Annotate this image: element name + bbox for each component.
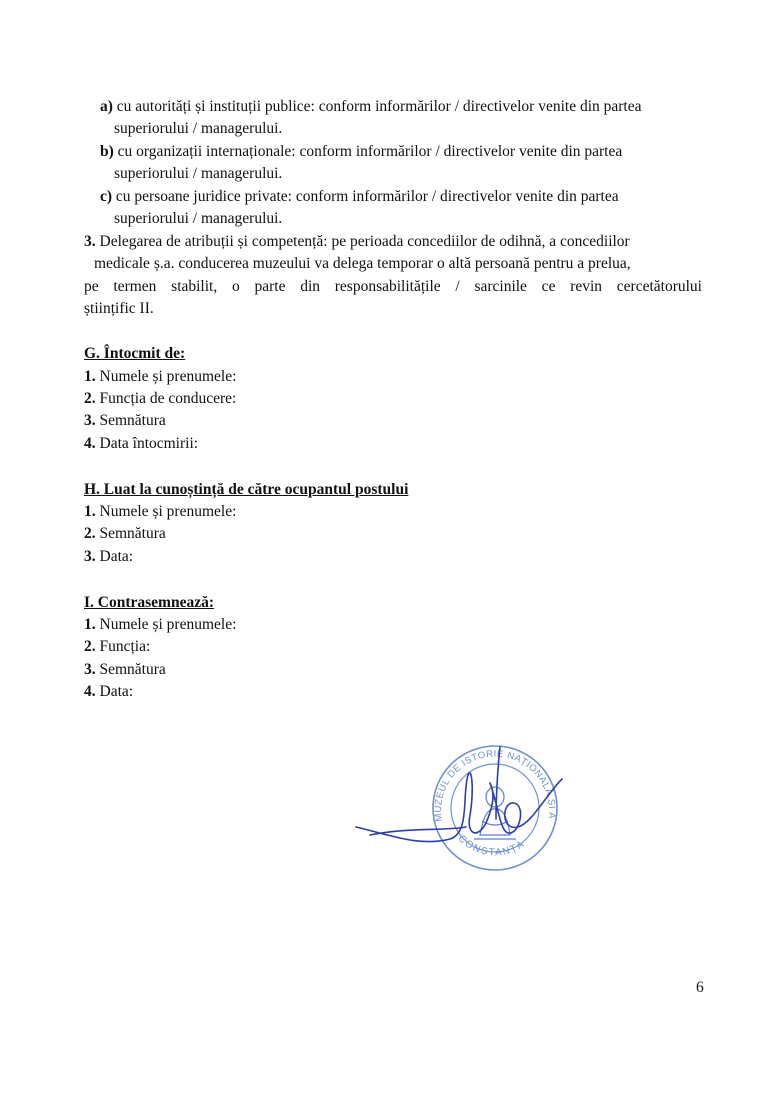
section-g-item-3: 3. Semnătura: [84, 412, 166, 429]
section-i-item-3: 3. Semnătura: [84, 661, 166, 678]
section-h-title: H. Luat la cunoștință de către ocupantul postului: [84, 481, 409, 498]
section-i-item-2: 2. Funcția:: [84, 638, 151, 655]
stamp-text-bottom: CONSTANȚA: [455, 833, 528, 859]
item3-line3: pe termen stabilit, o parte din responsabilitățile / sarcinile ce revin cercetătorului: [84, 278, 702, 295]
item3-marker: 3.: [84, 233, 96, 250]
section-i-title: I. Contrasemnează:: [84, 594, 215, 611]
section-g-item-1: 1. Numele și prenumele:: [84, 368, 237, 385]
section-g-item-4: 4. Data întocmirii:: [84, 435, 199, 452]
item3-line4: științific II.: [84, 300, 154, 317]
svg-text:CONSTANȚA: [456, 833, 528, 858]
page-number: 6: [696, 979, 704, 996]
section-g-item-2: 2. Funcția de conducere:: [84, 390, 237, 407]
section-i-item-1: 1. Numele și prenumele:: [84, 616, 237, 633]
stamp-and-signature: [350, 735, 580, 892]
item-b-line2: superiorului / managerului.: [114, 165, 283, 182]
item3-line1: 3. Delegarea de atribuții și competență: pe perioada concediilor de odihnă, a concediilor: [84, 233, 630, 250]
item-c-marker: c): [100, 188, 113, 205]
museum-stamp: [350, 735, 580, 885]
item3-line2: medicale ș.a. conducerea muzeului va delega temporar o altă persoană pentru a prelua,: [94, 255, 631, 272]
section-i-item-4: 4. Data:: [84, 683, 134, 700]
stamp-text-top: MUZEUL DE ISTORIE NAȚIONALĂ ȘI A: [432, 748, 558, 823]
item-c-line1: c) cu persoane juridice private: conform informărilor / directivelor venite din partea: [100, 188, 619, 205]
section-h-item-1: 1. Numele și prenumele:: [84, 503, 237, 520]
section-h-item-2: 2. Semnătura: [84, 525, 166, 542]
item-a-marker: a): [100, 98, 113, 115]
item-a-line2: superiorului / managerului.: [114, 120, 283, 137]
section-g-title: G. Întocmit de:: [84, 345, 186, 362]
item-b-line1: b) cu organizații internaționale: conform informărilor / directivelor venite din partea: [100, 143, 623, 160]
item-a-line1: a) cu autorități și instituții publice: conform informărilor / directivelor venite din partea: [100, 98, 642, 115]
section-h-item-3: 3. Data:: [84, 548, 134, 565]
item-c-line2: superiorului / managerului.: [114, 210, 283, 227]
item-b-marker: b): [100, 143, 114, 160]
svg-text:MUZEUL DE ISTORIE NAȚIONALĂ ȘI: [350, 735, 557, 822]
